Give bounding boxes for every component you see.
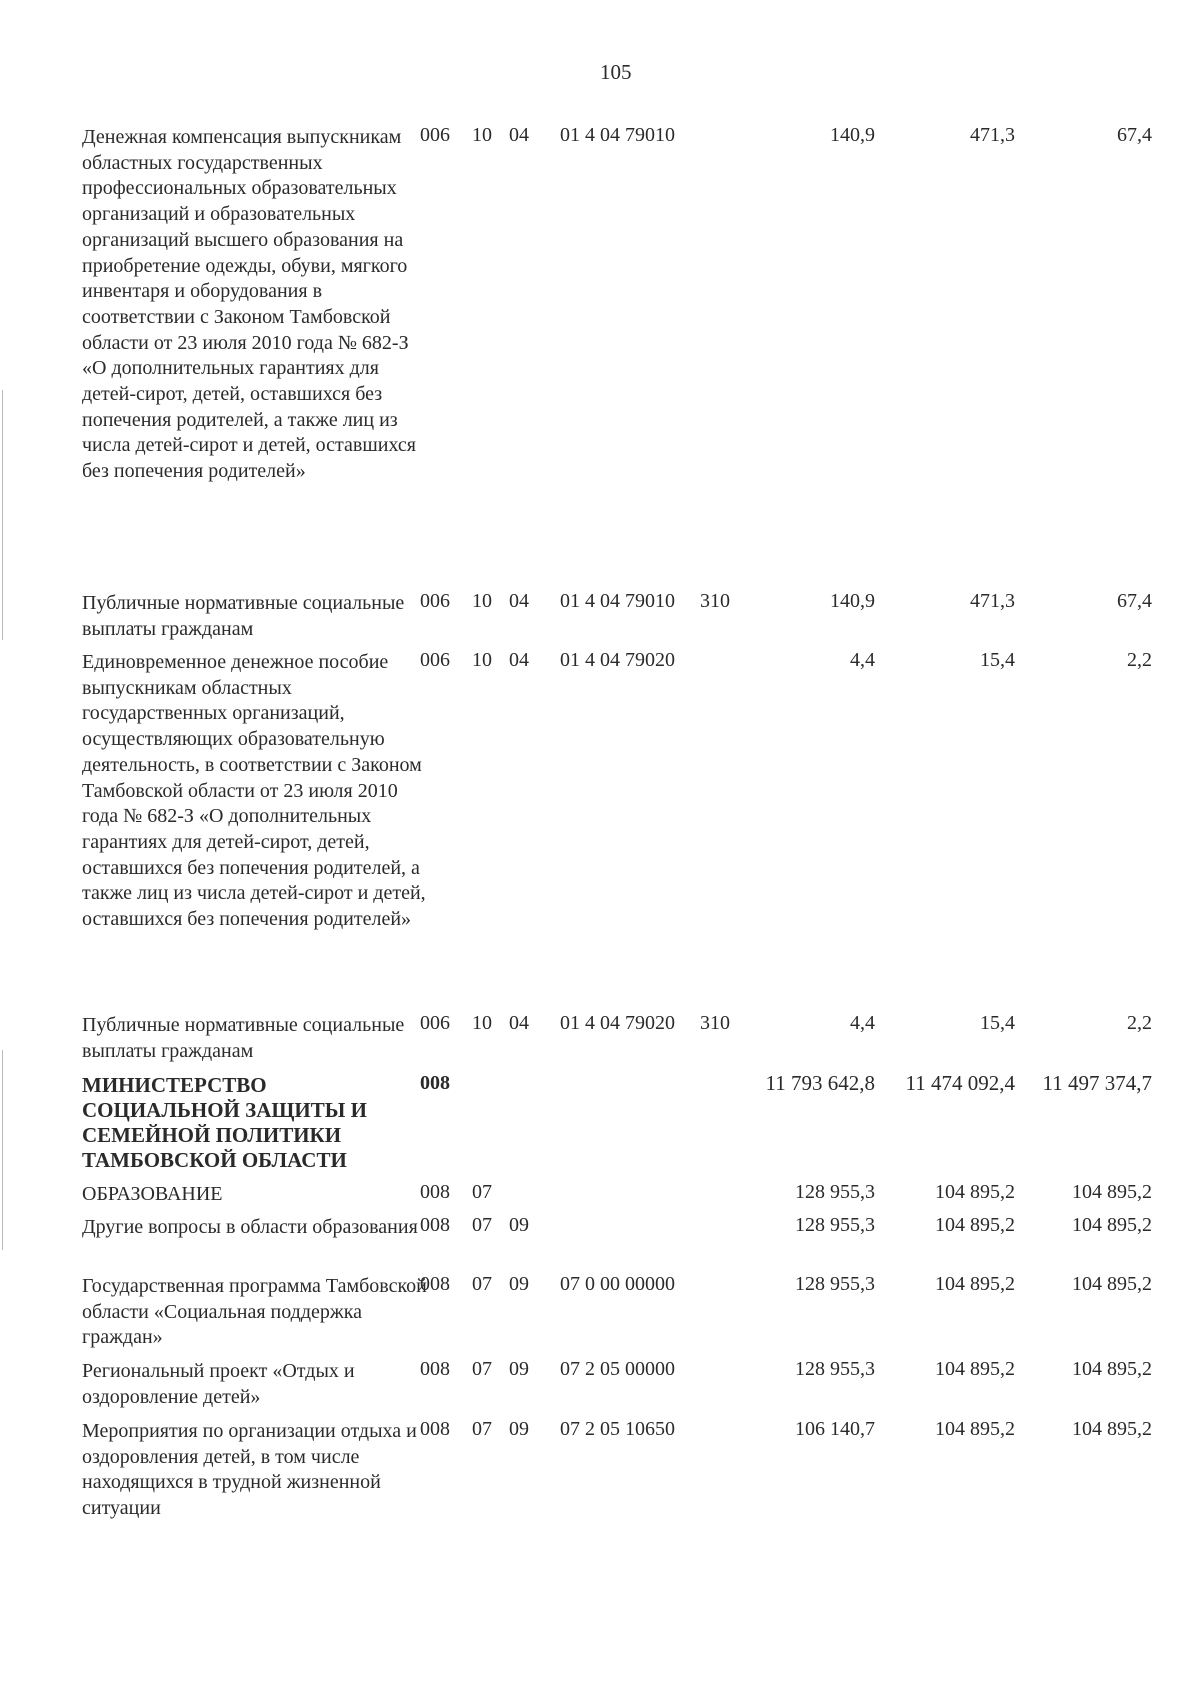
row-target-article: 01 4 04 79010: [560, 124, 675, 146]
row-amount-1: 140,9: [830, 124, 875, 146]
row-target-article: 01 4 04 79020: [560, 1012, 675, 1034]
row-target-article: 01 4 04 79010: [560, 590, 675, 612]
row-name: Региональный проект «Отдых и оздоровление детей»: [82, 1360, 355, 1408]
row-section-code: 10: [472, 124, 492, 146]
row-name: Государственная программа Тамбовской области «Социальная поддержка граждан»: [82, 1275, 427, 1349]
row-name: ОБРАЗОВАНИЕ: [82, 1183, 223, 1205]
row-admin-code: 008: [420, 1273, 450, 1295]
row-expense-type: 310: [700, 1012, 730, 1034]
row-amount-3: 104 895,2: [1072, 1273, 1152, 1295]
row-amount-2: 471,3: [970, 124, 1015, 146]
row-name: Мероприятия по организации отдыха и оздоровления детей, в том числе находящихся в трудной жизненной ситуации: [82, 1420, 417, 1520]
row-section-code: 07: [472, 1358, 492, 1380]
row-subsection-code: 09: [509, 1418, 529, 1440]
row-amount-3: 104 895,2: [1072, 1181, 1152, 1203]
row-amount-1: 128 955,3: [795, 1273, 875, 1295]
row-section-code: 07: [472, 1273, 492, 1295]
row-expense-type: 310: [700, 590, 730, 612]
row-amount-3: 67,4: [1117, 590, 1152, 612]
row-amount-1: 11 793 642,8: [765, 1071, 875, 1095]
row-amount-2: 104 895,2: [935, 1273, 1015, 1295]
row-admin-code: 008: [420, 1181, 450, 1203]
row-amount-2: 15,4: [980, 649, 1015, 671]
row-subsection-code: 09: [509, 1214, 529, 1236]
scan-margin-mark: [2, 1050, 3, 1250]
row-amount-3: 2,2: [1127, 649, 1152, 671]
row-amount-1: 4,4: [850, 1012, 875, 1034]
row-amount-2: 104 895,2: [935, 1358, 1015, 1380]
row-amount-1: 128 955,3: [795, 1214, 875, 1236]
row-amount-1: 128 955,3: [795, 1181, 875, 1203]
row-name: МИНИСТЕРСТВО СОЦИАЛЬНОЙ ЗАЩИТЫ И СЕМЕЙНОЙ ПОЛИТИКИ ТАМБОВСКОЙ ОБЛАСТИ: [82, 1073, 367, 1172]
row-name: Публичные нормативные социальные выплаты гражданам: [82, 592, 405, 640]
row-amount-1: 140,9: [830, 590, 875, 612]
row-admin-code: 008: [420, 1214, 450, 1236]
row-amount-3: 104 895,2: [1072, 1418, 1152, 1440]
row-name: Единовременное денежное пособие выпускникам областных государственных организаций, осуществляющих образовательную деятельность, в соответствии с Законом Тамбовской области от 23 июля 2010 года № 682-З «О дополнительных гарантиях для детей-сирот, детей, оставшихся без попечения родителей, а также лиц из числа детей-сирот и детей, оставшихся без попечения родителей»: [82, 651, 426, 931]
scan-margin-mark: [2, 390, 3, 640]
row-target-article: 07 0 00 00000: [560, 1273, 675, 1295]
row-amount-1: 106 140,7: [795, 1418, 875, 1440]
row-subsection-code: 04: [509, 590, 529, 612]
row-subsection-code: 04: [509, 1012, 529, 1034]
row-admin-code: 008: [420, 1358, 450, 1380]
row-amount-2: 104 895,2: [935, 1418, 1015, 1440]
row-amount-2: 104 895,2: [935, 1181, 1015, 1203]
row-amount-3: 104 895,2: [1072, 1214, 1152, 1236]
row-amount-1: 128 955,3: [795, 1358, 875, 1380]
row-section-code: 07: [472, 1214, 492, 1236]
row-admin-code: 008: [420, 1072, 450, 1094]
row-section-code: 10: [472, 1012, 492, 1034]
row-amount-3: 11 497 374,7: [1042, 1071, 1152, 1095]
row-target-article: 07 2 05 00000: [560, 1358, 675, 1380]
row-amount-2: 15,4: [980, 1012, 1015, 1034]
row-amount-2: 11 474 092,4: [905, 1071, 1015, 1095]
row-admin-code: 006: [420, 590, 450, 612]
row-section-code: 07: [472, 1418, 492, 1440]
row-target-article: 01 4 04 79020: [560, 649, 675, 671]
row-amount-2: 471,3: [970, 590, 1015, 612]
row-subsection-code: 04: [509, 124, 529, 146]
row-section-code: 10: [472, 590, 492, 612]
row-name: Денежная компенсация выпускникам областных государственных профессиональных образовательных организаций и образовательных организаций высшего образования на приобретение одежды, обуви, мягкого инвентаря и оборудования в соответствии с Законом Тамбовской области от 23 июля 2010 года № 682-З «О дополнительных гарантиях для детей-сирот, детей, оставшихся без попечения родителей, а также лиц из числа детей-сирот и детей, оставшихся без попечения родителей»: [82, 126, 416, 483]
row-section-code: 07: [472, 1181, 492, 1203]
row-admin-code: 006: [420, 124, 450, 146]
row-amount-3: 67,4: [1117, 124, 1152, 146]
row-amount-2: 104 895,2: [935, 1214, 1015, 1236]
row-admin-code: 006: [420, 649, 450, 671]
row-amount-3: 104 895,2: [1072, 1358, 1152, 1380]
row-subsection-code: 09: [509, 1358, 529, 1380]
row-name: Другие вопросы в области образования: [82, 1216, 418, 1238]
row-amount-3: 2,2: [1127, 1012, 1152, 1034]
row-name: Публичные нормативные социальные выплаты гражданам: [82, 1014, 405, 1062]
row-admin-code: 006: [420, 1012, 450, 1034]
row-subsection-code: 04: [509, 649, 529, 671]
row-section-code: 10: [472, 649, 492, 671]
row-admin-code: 008: [420, 1418, 450, 1440]
row-amount-1: 4,4: [850, 649, 875, 671]
page-number: 105: [600, 60, 632, 84]
row-subsection-code: 09: [509, 1273, 529, 1295]
row-target-article: 07 2 05 10650: [560, 1418, 675, 1440]
